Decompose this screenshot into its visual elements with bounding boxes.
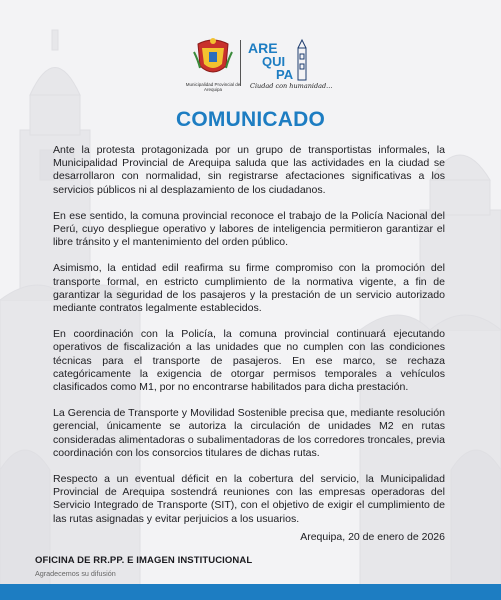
arequipa-wordmark-icon — [246, 38, 312, 82]
office-name: OFICINA DE RR.PP. E IMAGEN INSTITUCIONAL — [35, 555, 253, 566]
thanks-note: Agradecemos su difusión — [35, 569, 116, 578]
arequipa-city-logo — [246, 38, 333, 94]
bottom-accent-bar — [0, 584, 501, 600]
city-tagline: Ciudad con humanidad... — [250, 82, 333, 90]
paragraph: En ese sentido, la comuna provincial reconoce el trabajo de la Policía Nacional del Perú, cuyo despliegue operativo y labores de inteligencia permitieron garantizar el libre tránsito y el mantenimiento del orden público. — [53, 209, 445, 249]
logo-divider — [240, 40, 241, 86]
svg-text:QUI: QUI — [262, 54, 286, 69]
communique-body — [53, 144, 445, 539]
municipal-logo — [185, 34, 241, 94]
page-title: COMUNICADO — [176, 108, 325, 131]
svg-text:ARE: ARE — [248, 40, 278, 56]
date-line: Arequipa, 20 de enero de 2026 — [300, 531, 445, 543]
svg-text:PA: PA — [276, 67, 294, 82]
paragraph: La Gerencia de Transporte y Movilidad Sostenible precisa que, mediante resolución gerencial, únicamente se autoriza la circulación de unidades M2 en rutas consideradas alimentadoras o subalimentadoras de los corredores troncales, previa coordinación con los consorcios titulares de dichas rutas. — [53, 407, 445, 459]
paragraph: Respecto a un eventual déficit en la cobertura del servicio, la Municipalidad Provincial de Arequipa sostendrá reuniones con las empresas operadoras del Servicio Integrado de Transporte (SIT), con el objetivo de exigir el cumplimiento de las rutas asignadas y evitar perjuicios a los usuarios. — [53, 473, 445, 525]
coat-of-arms-icon — [192, 34, 234, 82]
paragraph: Asimismo, la entidad edil reafirma su firme compromiso con la promoción del transporte formal, en estricto cumplimiento de la normativa vigente, a fin de garantizar la seguridad de los pasajeros y la prestación de un servicio autorizado mediante contratos legalmente establecidos. — [53, 262, 445, 315]
municipal-logo-caption: Municipalidad Provincial de Arequipa — [185, 82, 241, 92]
header-logos — [0, 34, 501, 94]
paragraph: En coordinación con la Policía, la comuna provincial continuará ejecutando operativos de fiscalización a las unidades que no cumplen con las condiciones técnicas para el transporte de pasajeros. En ese marco, se rechaza categóricamente la exigencia de otorgar permisos temporales a vehículos clasificados como M1, por no encontrarse habilitados para dicha prestación. — [53, 328, 445, 394]
paragraph: Ante la protesta protagonizada por un grupo de transportistas informales, la Municipalidad Provincial de Arequipa saluda que las actividades en la ciudad se desarrollaron con normalidad, sin registrarse afectaciones significativas a los servicios públicos ni al desplazamiento de los ciudadanos. — [53, 144, 445, 196]
